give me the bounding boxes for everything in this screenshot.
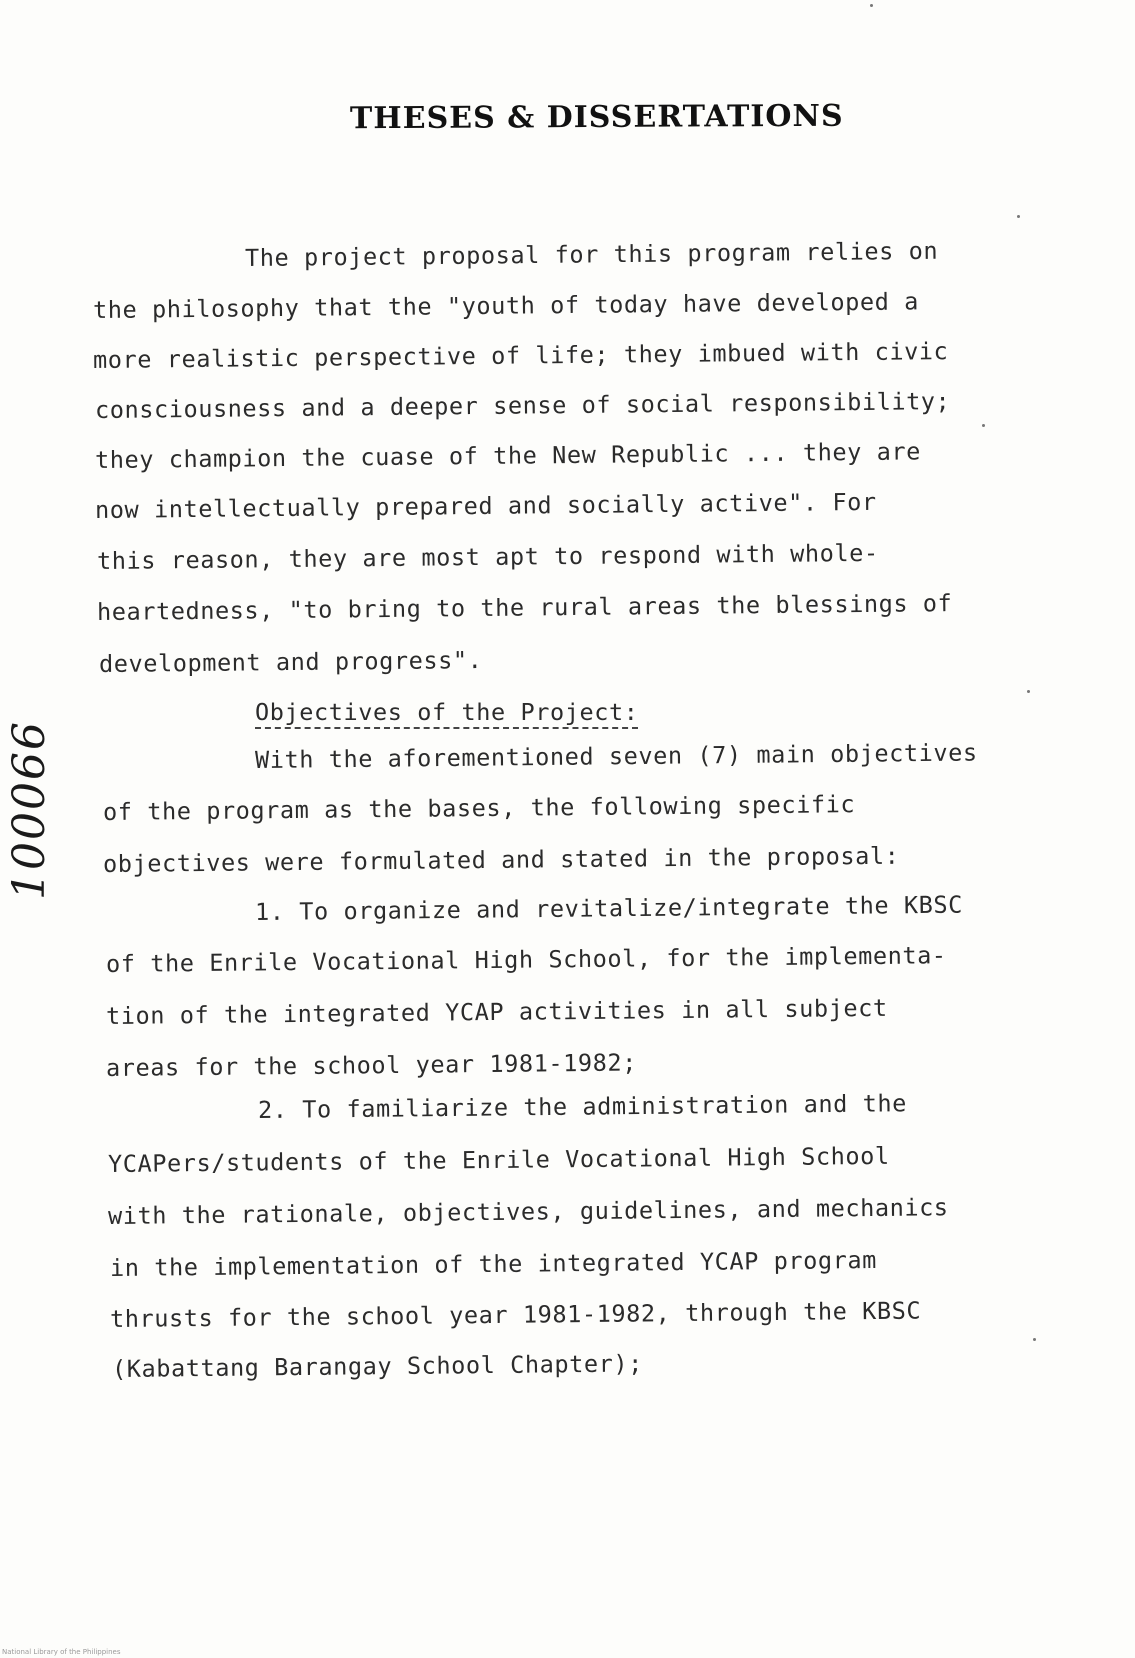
paragraph1-line-1: The project proposal for this program relies on [244, 236, 939, 272]
scan-speck [1027, 690, 1030, 693]
item2-line-5: thrusts for the school year 1981-1982, through the KBSC [109, 1296, 922, 1333]
paragraph2-line-3: objectives were formulated and stated in the proposal: [102, 841, 900, 878]
paragraph1-line-9: development and progress". [98, 645, 483, 678]
scan-speck [870, 4, 873, 7]
item2-line-3: with the rationale, objectives, guidelines, and mechanics [107, 1193, 949, 1230]
handwritten-margin-number: 100066 [4, 720, 55, 900]
item1-line-3: tion of the integrated YCAP activities in all subject [105, 993, 888, 1030]
item2-line-4: in the implementation of the integrated YCAP program [109, 1245, 878, 1282]
scan-speck [1033, 1338, 1036, 1341]
paragraph1-line-3: more realistic perspective of life; they imbued with civic [92, 337, 949, 374]
item2-line-6: (Kabattang Barangay School Chapter); [111, 1349, 644, 1383]
paragraph1-line-8: heartedness, "to bring to the rural areas the blessings of [96, 589, 953, 626]
paragraph1-line-6: now intellectually prepared and socially active". For [94, 487, 877, 524]
paragraph2-line-1: With the aforementioned seven (7) main objectives [254, 738, 978, 774]
paragraph1-line-7: this reason, they are most apt to respond with whole- [96, 538, 879, 575]
paragraph1-line-4: consciousness and a deeper sense of social responsibility; [94, 387, 951, 424]
library-footer: National Library of the Philippines [2, 1648, 121, 1656]
objectives-heading: Objectives of the Project: [255, 698, 638, 729]
theses-dissertations-stamp: THESES & DISSERTATIONS [349, 98, 844, 137]
paragraph2-line-2: of the program as the bases, the following specific [102, 790, 856, 826]
scan-speck [982, 424, 985, 427]
item2-line-1: 2. To familiarize the administration and the [257, 1089, 908, 1124]
scan-speck [1017, 215, 1020, 218]
paragraph1-line-5: they champion the cuase of the New Republic ... they are [94, 437, 922, 474]
item1-line-1: 1. To organize and revitalize/integrate the KBSC [254, 890, 964, 926]
item2-line-2: YCAPers/students of the Enrile Vocational High School [107, 1141, 890, 1178]
paragraph1-line-2: the philosophy that the "youth of today have developed a [92, 287, 920, 324]
item1-line-4: areas for the school year 1981-1982; [105, 1048, 638, 1082]
item1-line-2: of the Enrile Vocational High School, for the implementa- [105, 941, 947, 978]
